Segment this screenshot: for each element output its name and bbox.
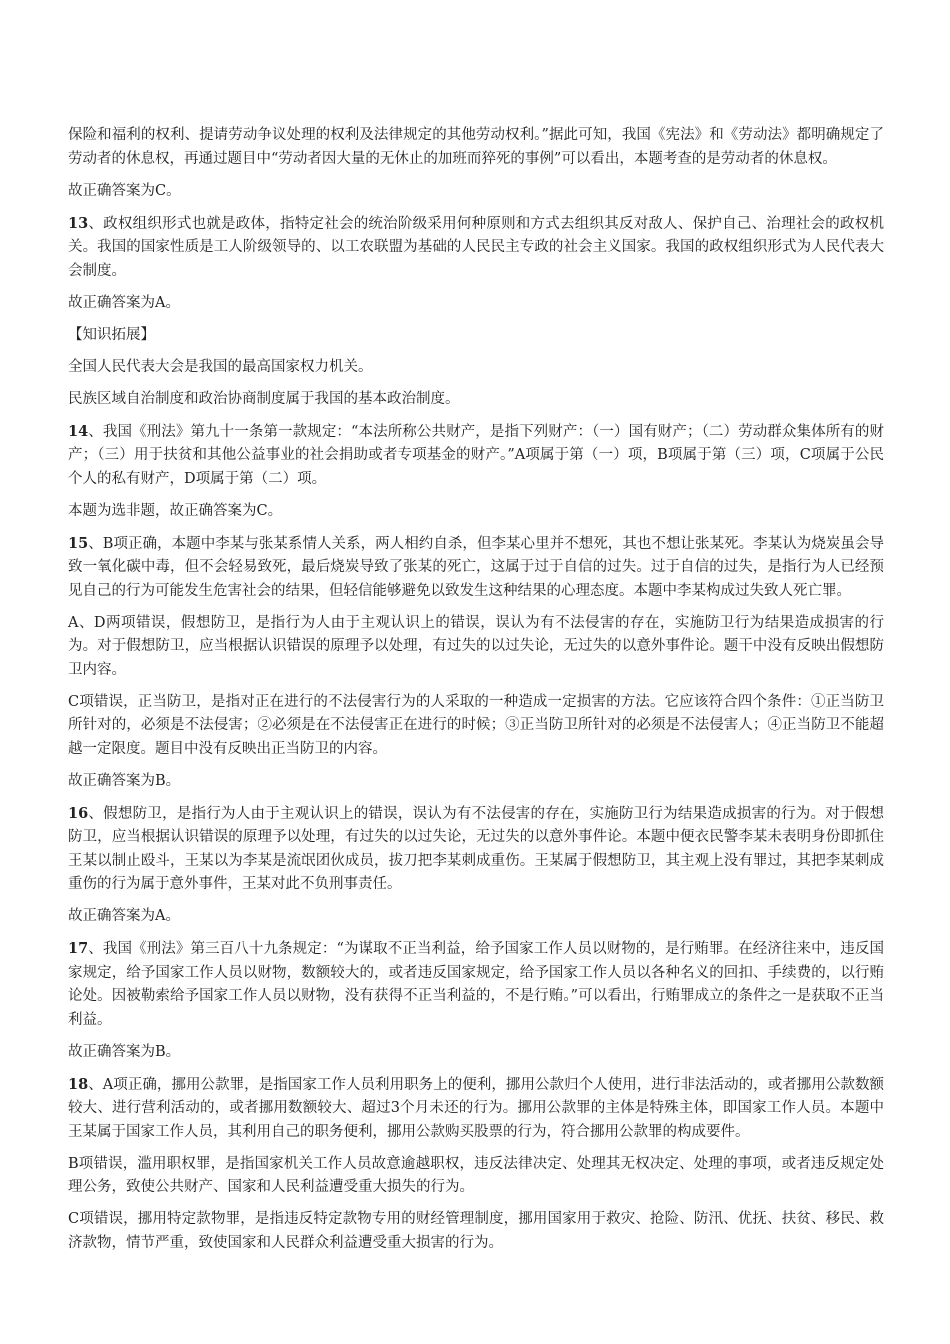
paragraph: A、D两项错误，假想防卫，是指行为人由于主观认识上的错误，误认为有不法侵害的存在，实施防卫行为结果造成损害的行为。对于假想防卫，应当根据认识错误的原理予以处理，有过失的以过失论，无过失的以意外事件论。题干中没有反映出假想防卫内容。: [68, 614, 884, 678]
question-number: 16: [68, 804, 89, 822]
question-17-explanation: 17、我国《刑法》第三百八十九条规定：“为谋取不正当利益，给予国家工作人员以财物的，是行贿罪。在经济往来中，违反国家规定，给予国家工作人员以财物，数额较大的，或者违反国家规定，给予国家工作人员以各种名义的回扣、手续费的，以行贿论处。因被勒索给予国家工作人员以财物，没有获得不正当利益的，不是行贿。”可以看出，行贿罪成立的条件之一是获取不正当利益。: [68, 940, 884, 1028]
question-15-explanation: 15、B项正确，本题中李某与张某系情人关系，两人相约自杀，但李某心里并不想死，其也不想让张某死。李某认为烧炭虽会导致一氧化碳中毒，但不会轻易致死，最后烧炭导致了张某的死亡，这属于过于自信的过失。过于自信的过失，是指行为人已经预见自己的行为可能发生危害社会的结果，但轻信能够避免以致发生这种结果的心理态度。本题中李某构成过失致人死亡罪。: [68, 534, 884, 599]
section-heading: 【知识拓展】: [68, 326, 155, 343]
answer-line: 故正确答案为B。: [68, 772, 181, 789]
question-18-explanation: 18、A项正确，挪用公款罪，是指国家工作人员利用职务上的便利，挪用公款归个人使用，进行非法活动的，或者挪用公款数额较大、进行营利活动的，或者挪用数额较大、超过3个月未还的行为。挪用公款罪的主体是特殊主体，即国家工作人员。本题中王某属于国家工作人员，其利用自己的职务便利，挪用公款购买股票的行为，符合挪用公款罪的构成要件。: [68, 1075, 884, 1140]
question-number: 18: [68, 1075, 89, 1093]
document-page: [68, 124, 884, 1264]
question-number: 14: [68, 422, 89, 440]
answer-line: 故正确答案为B。: [68, 1043, 181, 1060]
paragraph: C项错误，挪用特定款物罪，是指违反特定款物专用的财经管理制度，挪用国家用于救灾、抢险、防汛、优抚、扶贫、移民、救济款物，情节严重，致使国家和人民群众利益遭受重大损害的行为。: [68, 1211, 884, 1251]
paragraph: B项错误，滥用职权罪，是指国家机关工作人员故意逾越职权，违反法律决定、处理其无权决定、处理的事项，或者违反规定处理公务，致使公共财产、国家和人民利益遭受重大损失的行为。: [68, 1155, 884, 1195]
paragraph: 保险和福利的权利、提请劳动争议处理的权利及法律规定的其他劳动权利。”据此可知，我国《宪法》和《劳动法》都明确规定了劳动者的休息权，再通过题目中“劳动者因大量的无休止的加班而猝死的事例”可以看出，本题考查的是劳动者的休息权。: [68, 127, 884, 167]
paragraph: 全国人民代表大会是我国的最高国家权力机关。: [68, 358, 373, 375]
paragraph: C项错误，正当防卫，是指对正在进行的不法侵害行为的人采取的一种造成一定损害的方法。它应该符合四个条件：①正当防卫所针对的，必须是不法侵害；②必须是在不法侵害正在进行的时候；③正当防卫所针对的必须是不法侵害人；④正当防卫不能超越一定限度。题目中没有反映出正当防卫的内容。: [68, 693, 884, 757]
question-14-explanation: 14、我国《刑法》第九十一条第一款规定：“本法所称公共财产，是指下列财产：（一）国有财产；（二）劳动群众集体所有的财产；（三）用于扶贫和其他公益事业的社会捐助或者专项基金的财产。”A项属于第（一）项，B项属于第（三）项，C项属于公民个人的私有财产，D项属于第（二）项。: [68, 422, 884, 487]
answer-line: 故正确答案为A。: [68, 908, 180, 924]
question-number: 17: [68, 940, 89, 957]
question-number: 15: [68, 534, 89, 552]
question-16-explanation: 16、假想防卫，是指行为人由于主观认识上的错误，误认为有不法侵害的存在，实施防卫行为结果造成损害的行为。对于假想防卫，应当根据认识错误的原理予以处理，有过失的以过失论，无过失的以意外事件论。本题中便衣民警李某未表明身份即抓住王某以制止殴斗，王某以为李某是流氓团伙成员，拔刀把李某刺成重伤。王某属于假想防卫，其主观上没有罪过，其把李某刺成重伤的行为属于意外事件，王某对此不负刑事责任。: [68, 804, 884, 892]
paragraph: 民族区域自治制度和政治协商制度属于我国的基本政治制度。: [68, 390, 460, 407]
question-number: 13: [68, 214, 89, 232]
question-13-explanation: 13、政权组织形式也就是政体，指特定社会的统治阶级采用何种原则和方式去组织其反对敌人、保护自己、治理社会的政权机关。我国的国家性质是工人阶级领导的、以工农联盟为基础的人民民主专政的社会主义国家。我国的政权组织形式为人民代表大会制度。: [68, 214, 884, 279]
answer-line: 本题为选非题，故正确答案为C。: [68, 502, 283, 519]
answer-line: 故正确答案为A。: [68, 294, 180, 311]
answer-line: 故正确答案为C。: [68, 182, 181, 199]
